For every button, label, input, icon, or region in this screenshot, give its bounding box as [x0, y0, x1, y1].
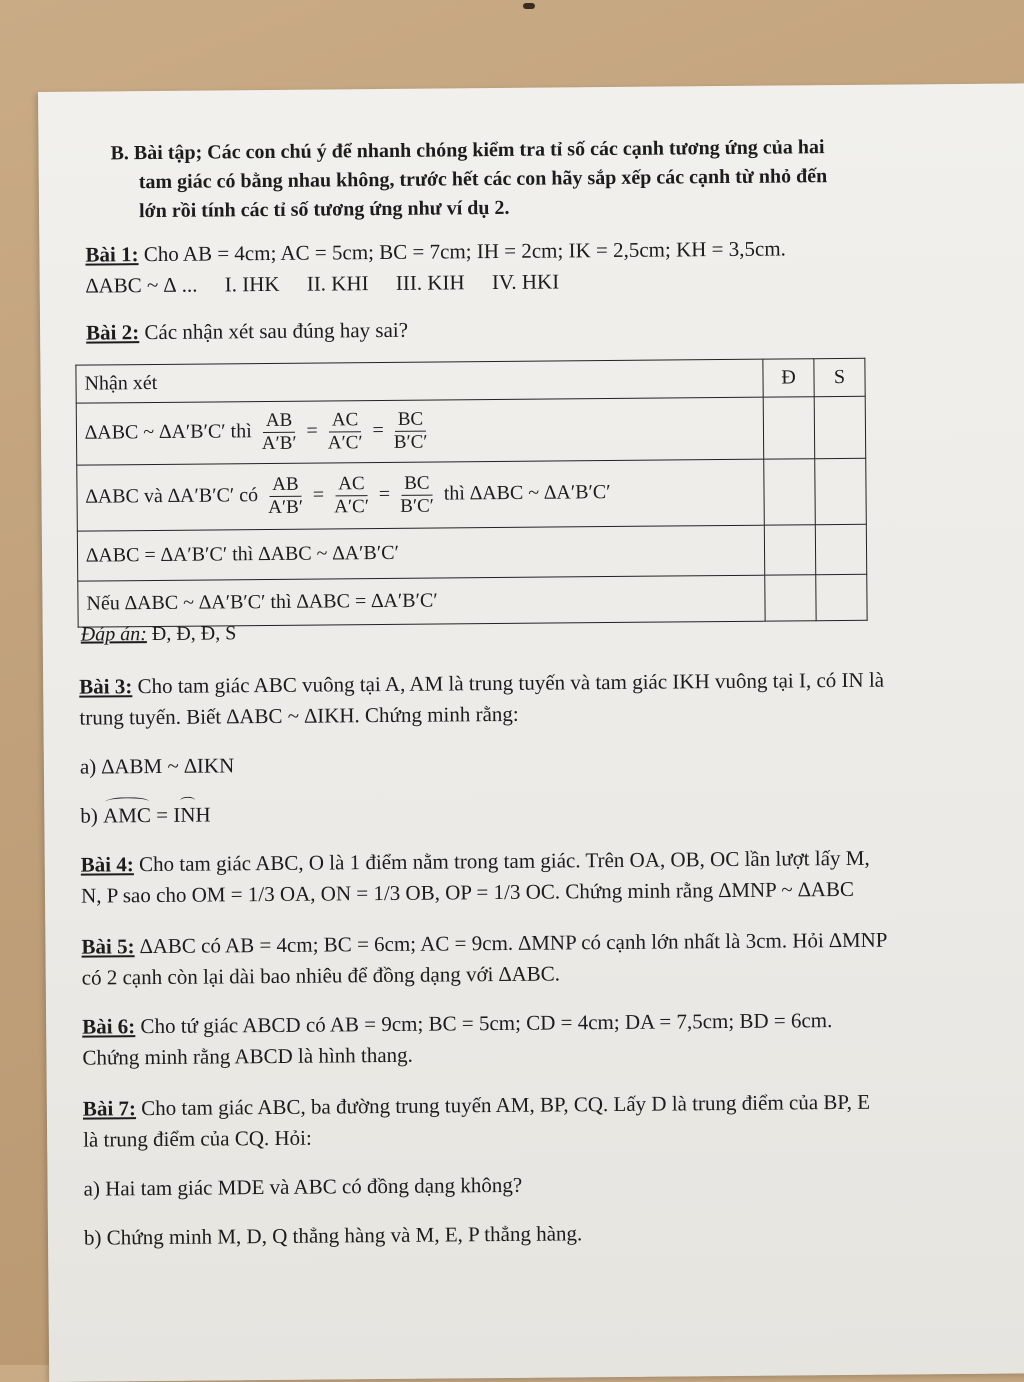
fraction-num: AC: [335, 473, 368, 496]
answer-true-cell[interactable]: [764, 525, 815, 575]
table-row: [76, 396, 866, 465]
exercise-5-line-2: có 2 cạnh còn lại dài bao nhiêu để đồng dạng với ∆ABC.: [81, 961, 561, 990]
exercise-6-line-1: Cho tứ giác ABCD có AB = 9cm; BC = 5cm; CD = 4cm; DA = 7,5cm; BD = 6cm.: [140, 1008, 833, 1039]
section-intro: [110, 132, 981, 227]
fraction-den: A′C′: [334, 496, 370, 518]
statement-4: Nếu ∆ABC ~ ∆A′B′C′ thì ∆ABC = ∆A′B′C′: [78, 575, 765, 627]
exercise-3-part-b: [80, 793, 990, 832]
fraction-num: AB: [263, 410, 296, 433]
exercise-2-text: Các nhận xét sau đúng hay sai?: [144, 317, 409, 345]
answer-false-cell[interactable]: [816, 574, 867, 620]
exercise-4-line-1: Cho tam giác ABC, O là 1 điểm nằm trong tam giác. Trên OA, OB, OC lần lượt lấy M,: [138, 845, 870, 877]
exercise-7-part-b: b) Chứng minh M, D, Q thẳng hàng và M, E, P thẳng hàng.: [83, 1221, 583, 1250]
statement-2-conclusion: thì ∆ABC ~ ∆A′B′C′: [443, 481, 611, 505]
fraction-ab: [259, 410, 300, 455]
exercise-5-label: Bài 5:: [81, 934, 135, 959]
true-false-table: [75, 358, 867, 628]
answer-false-cell[interactable]: [814, 396, 866, 458]
statement-2-text: ∆ABC và ∆A′B′C′ có: [85, 484, 259, 508]
exercise-6-label: Bài 6:: [82, 1014, 136, 1039]
exercise-3-label: Bài 3:: [79, 674, 133, 699]
exercise-5: [81, 924, 992, 994]
exercise-7-line-1: Cho tam giác ABC, ba đường trung tuyến AM, BP, CQ. Lấy D là trung điểm của BP, E: [141, 1089, 871, 1121]
statement-3: ∆ABC = ∆A′B′C′ thì ∆ABC ~ ∆A′B′C′: [77, 525, 764, 581]
table-row: [77, 458, 867, 531]
exercise-3-part-a: a) ∆ABM ~ ∆IKN: [79, 753, 235, 779]
exercise-4-label: Bài 4:: [80, 852, 134, 877]
fraction-num: AC: [329, 409, 362, 432]
fraction-den: B′C′: [400, 495, 435, 517]
option-4: IV. HKI: [491, 269, 560, 295]
statement-1-text: ∆ABC ~ ∆A′B′C′ thì: [84, 420, 252, 444]
answer-true-cell[interactable]: [763, 397, 815, 459]
option-2: II. KHI: [306, 271, 369, 296]
pin-mark: [523, 3, 535, 9]
statement-1: [76, 397, 764, 465]
exercise-4-line-2: N, P sao cho OM = 1/3 OA, ON = 1/3 OB, OP = 1/3 OC. Chứng minh rằng ∆MNP ~ ∆ABC: [80, 876, 855, 908]
intro-line-3: lớn rồi tính các tỉ số tương ứng như ví dụ 2.: [138, 196, 510, 223]
fraction-ab: [265, 474, 306, 519]
angle-amc: AMC: [103, 800, 151, 831]
exercise-6: [82, 1004, 993, 1074]
intro-line-2: tam giác có bằng nhau không, trước hết các con hãy sắp xếp các cạnh từ nhỏ đến: [138, 165, 828, 194]
fraction-num: BC: [401, 473, 433, 496]
option-3: III. KIH: [395, 270, 465, 295]
exercise-6-line-2: Chứng minh rằng ABCD là hình thang.: [82, 1042, 413, 1070]
table-row: [77, 524, 866, 581]
angle-equals: = I: [156, 802, 181, 827]
answer-true-cell[interactable]: [765, 575, 816, 621]
exercise-3-line-2: trung tuyến. Biết ∆ABC ~ ∆IKH. Chứng minh rằng:: [79, 701, 519, 730]
fraction-bc: [397, 473, 437, 518]
equals-sign: =: [312, 483, 325, 506]
exercise-1: [85, 232, 976, 302]
fraction-den: B′C′: [393, 431, 428, 453]
header-statement: Nhận xét: [76, 359, 763, 403]
fraction-num: BC: [395, 409, 427, 432]
fraction-ac: [325, 409, 366, 454]
fraction-ac: [331, 473, 372, 518]
exercise-7-line-2: là trung điểm của CQ. Hỏi:: [83, 1125, 312, 1152]
answer-key: [81, 622, 237, 646]
table-row: [78, 574, 867, 627]
angle-n-hat: N: [180, 800, 195, 831]
header-true: Đ: [763, 359, 814, 397]
fraction-den: A′C′: [327, 432, 363, 454]
fraction-num: AB: [269, 474, 302, 497]
exercise-1-question: ∆ABC ~ ∆ ...: [85, 272, 198, 298]
part-b-prefix: b): [80, 803, 98, 828]
equals-sign: =: [378, 483, 391, 506]
exercise-3-line-1: Cho tam giác ABC vuông tại A, AM là trung tuyến và tam giác IKH vuông tại I, có IN là: [137, 667, 885, 699]
intro-line-1: B. Bài tập; Các con chú ý để nhanh chóng kiểm tra tỉ số các cạnh tương ứng của hai: [110, 136, 825, 165]
answer-key-label: Đáp án:: [80, 623, 147, 646]
option-1: I. IHK: [224, 271, 280, 297]
exercise-7-part-a: a) Hai tam giác MDE và ABC có đồng dạng không?: [83, 1172, 523, 1201]
exercise-4: [81, 842, 992, 912]
fraction-den: A′B′: [261, 432, 297, 455]
exercise-1-text: Cho AB = 4cm; AC = 5cm; BC = 7cm; IH = 2cm; IK = 2,5cm; KH = 3,5cm.: [143, 236, 786, 267]
equals-sign: =: [372, 419, 384, 442]
exercise-2: [86, 315, 408, 349]
exercise-7: [83, 1086, 994, 1254]
equals-sign: =: [306, 419, 318, 442]
fraction-den: A′B′: [268, 496, 304, 519]
angle-suffix: H: [195, 802, 211, 827]
answer-false-cell[interactable]: [815, 524, 866, 574]
fraction-bc: [391, 409, 431, 454]
answer-false-cell[interactable]: [815, 458, 867, 524]
exercise-5-line-1: ∆ABC có AB = 4cm; BC = 6cm; AC = 9cm. ∆MNP có cạnh lớn nhất là 3cm. Hỏi ∆MNP: [139, 927, 888, 959]
exercise-7-label: Bài 7:: [82, 1096, 137, 1121]
header-false: S: [814, 358, 865, 396]
exercise-2-label: Bài 2:: [85, 320, 140, 345]
worksheet-page: [38, 83, 1024, 1382]
statement-2: [77, 459, 765, 531]
exercise-1-label: Bài 1:: [85, 242, 139, 267]
answer-key-value: Đ, Đ, Đ, S: [151, 622, 237, 646]
answer-true-cell[interactable]: [764, 459, 816, 525]
exercise-3: [79, 664, 990, 832]
